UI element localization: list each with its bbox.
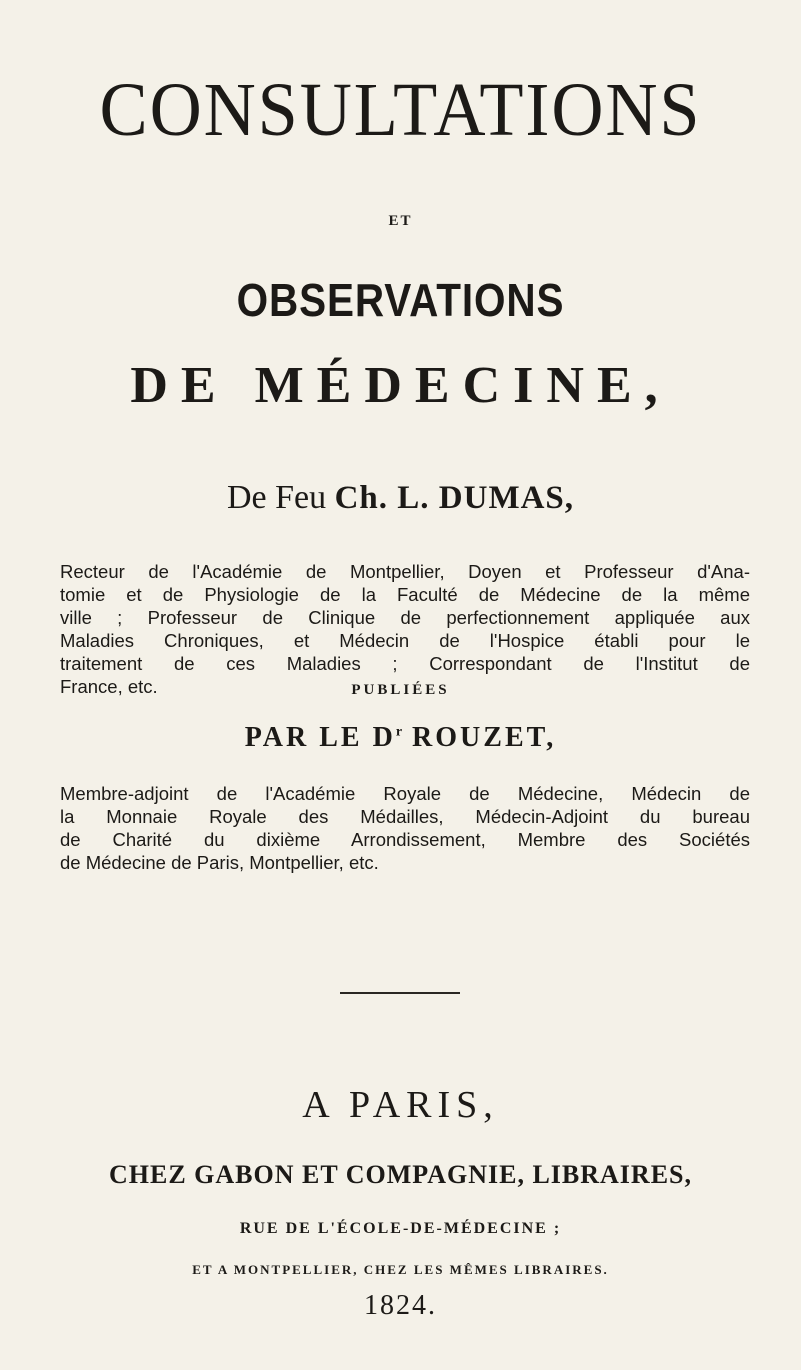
author-titles-line: tomie et de Physiologie de la Faculté de Médecine de la même [60,584,750,605]
editor-line [0,722,801,754]
editor-titles [60,782,750,874]
main-title: CONSULTATIONS [99,68,702,152]
author-titles-line: traitement de ces Maladies ; Correspondant de l'Institut de [60,653,750,674]
publisher-street: RUE DE L'ÉCOLE-DE-MÉDECINE ; [239,1220,562,1237]
editor-name: ROUZET, [402,722,557,753]
subtitle-medecine: DE MÉDECINE, [130,357,671,414]
author-name: Ch. L. DUMAS, [334,480,575,516]
author-titles-line: France, etc. [60,676,158,697]
author-titles-line: ville ; Professeur de Clinique de perfectionnement appliquée aux [60,607,750,628]
montpellier-line: ET A MONTPELLIER, CHEZ LES MÊMES LIBRAIRES. [192,1262,609,1277]
author-titles-line: Maladies Chroniques, et Médecin de l'Hospice établi pour le [60,630,750,651]
editor-suffix: r [395,724,403,740]
subtitle-observations: OBSERVATIONS [236,274,565,326]
editor-titles-line: Membre-adjoint de l'Académie Royale de Médecine, Médecin de [60,783,750,804]
divider-rule [340,992,460,994]
author-titles-line: Recteur de l'Académie de Montpellier, Doyen et Professeur d'Ana- [60,561,750,582]
editor-titles-line: de Charité du dixième Arrondissement, Membre des Sociétés [60,829,750,850]
place-of-publication: A PARIS, [302,1084,499,1126]
author-prefix: De Feu [226,479,335,516]
editor-titles-line: de Médecine de Paris, Montpellier, etc. [60,852,379,873]
publication-year: 1824. [364,1290,437,1321]
published-label: PUBLIÉES [351,682,450,698]
author-line [0,481,801,515]
publisher: CHEZ GABON ET COMPAGNIE, LIBRAIRES, [108,1160,693,1189]
author-titles [60,560,750,698]
editor-prefix: PAR LE D [244,722,396,753]
conjunction-et: ET [388,213,413,229]
editor-titles-line: la Monnaie Royale des Médailles, Médecin-Adjoint du bureau [60,806,750,827]
